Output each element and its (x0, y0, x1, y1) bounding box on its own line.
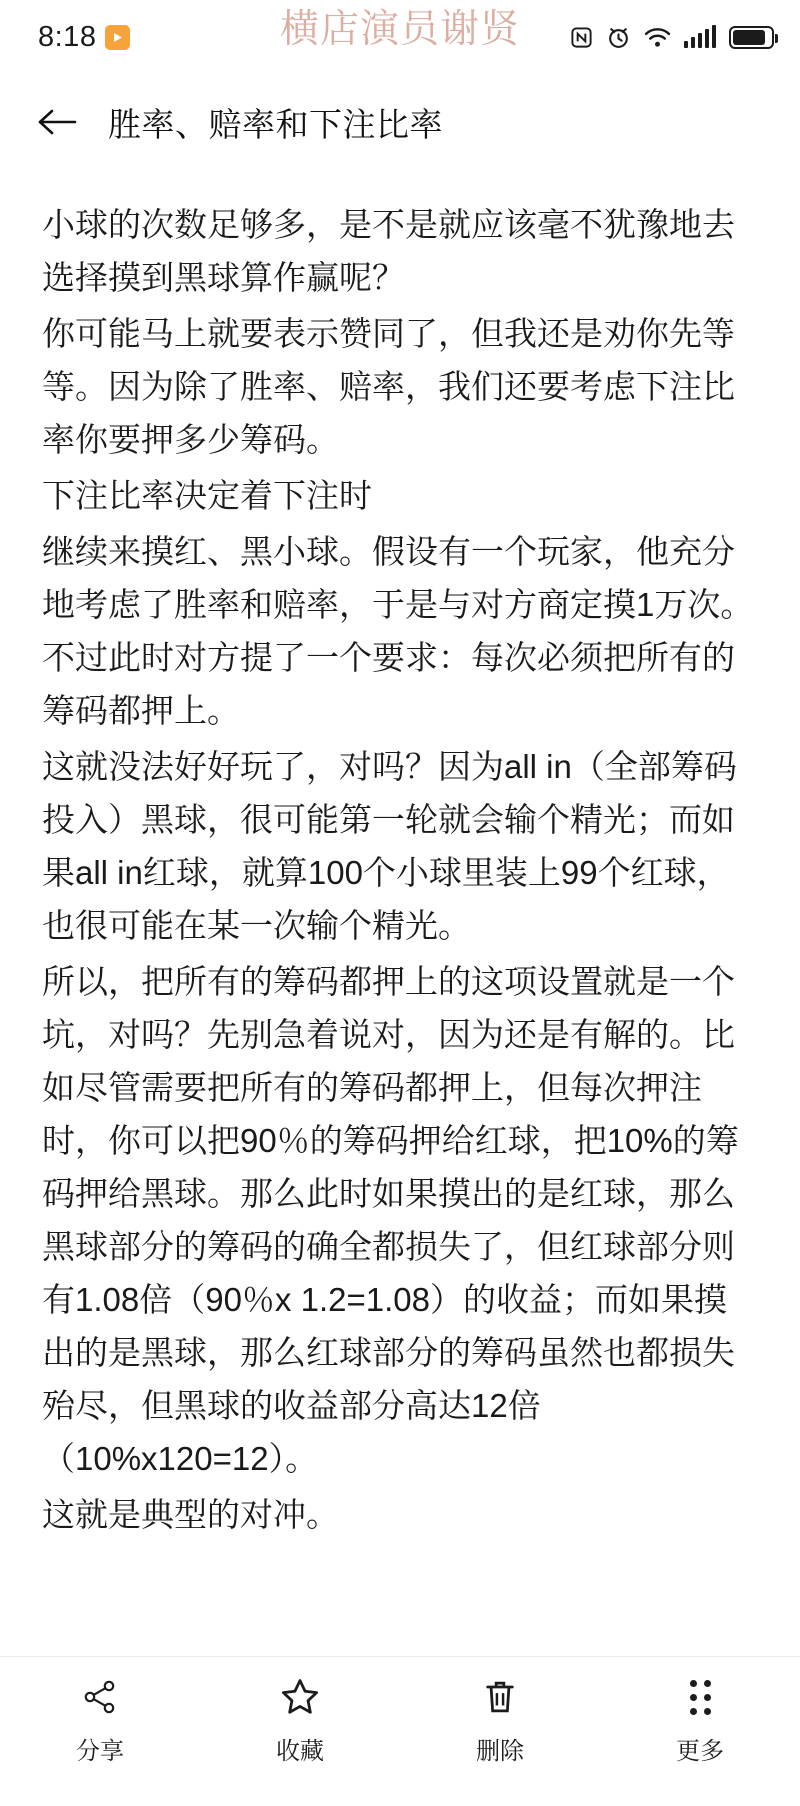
favorite-button[interactable] (200, 1675, 400, 1766)
page-header (0, 74, 800, 170)
more-label: 更多 (676, 1738, 724, 1765)
watermark-text: 横店演员谢贤 (279, 8, 520, 51)
star-icon (279, 1675, 321, 1719)
delete-label: 删除 (476, 1738, 524, 1765)
trash-icon (481, 1675, 519, 1719)
page-title: 胜率、赔率和下注比率 (108, 105, 443, 143)
battery-icon (729, 26, 774, 49)
share-icon (80, 1675, 120, 1719)
share-button[interactable] (0, 1675, 200, 1766)
bottom-toolbar (0, 1656, 800, 1806)
alarm-icon (606, 25, 631, 50)
article-paragraph: 你可能马上就要表示赞同了，但我还是劝你先等等。因为除了胜率、赔率，我们还要考虑下注比率你要押多少筹码。 (42, 315, 735, 458)
signal-icon (684, 26, 717, 48)
article-paragraph: 所以，把所有的筹码都押上的这项设置就是一个坑，对吗？先别急着说对，因为还是有解的。比如尽管需要把所有的筹码都押上，但每次押注时，你可以把90％的筹码押给红球，把10%的筹码押给黑球。那么此时如果摸出的是红球，那么黑球部分的筹码的确全都损失了，但红球部分则有1.08倍（90％x 1.2=1.08）的收益；而如果摸出的是黑球，那么红球部分的筹码虽然也都损失殆尽，但黑球的收益部分高达12倍（10%x120=12）。 (42, 963, 739, 1477)
article-paragraph: 继续来摸红、黑小球。假设有一个玩家，他充分地考虑了胜率和赔率，于是与对方商定摸1万次。不过此时对方提了一个要求：每次必须把所有的筹码都押上。 (42, 533, 754, 729)
favorite-label: 收藏 (276, 1738, 324, 1765)
delete-button[interactable] (400, 1675, 600, 1766)
article-body (0, 170, 800, 1656)
more-dots-icon (690, 1675, 711, 1719)
status-bar-right (570, 25, 775, 50)
article-paragraph: 小球的次数足够多，是不是就应该毫不犹豫地去选择摸到黑球算作赢呢？ (42, 206, 735, 296)
share-label: 分享 (76, 1738, 124, 1765)
arrow-left-icon[interactable] (34, 99, 80, 145)
status-bar-left (38, 21, 130, 54)
nfc-icon (570, 26, 593, 49)
article-paragraph: 下注比率决定着下注时 (42, 477, 372, 514)
wifi-icon (644, 26, 671, 49)
status-clock: 8:18 (38, 20, 97, 53)
article-paragraph: 这就没法好好玩了，对吗？因为all in（全部筹码投入）黑球，很可能第一轮就会输个精光；而如果all in红球，就算100个小球里装上99个红球，也很可能在某一次输个精光。 (42, 748, 737, 944)
play-badge-icon (105, 25, 130, 50)
more-button[interactable] (600, 1675, 800, 1766)
article-paragraph: 这就是典型的对冲。 (42, 1496, 339, 1533)
status-bar (0, 0, 800, 74)
